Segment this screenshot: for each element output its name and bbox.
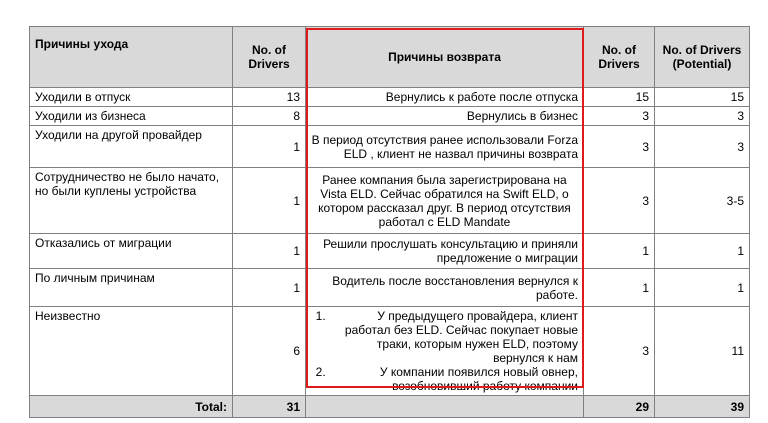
drivers-potential-cell: 15 <box>655 88 750 107</box>
return-reason-cell: Вернулись к работе после отпуска <box>306 88 584 107</box>
drivers-cell: 8 <box>233 107 306 126</box>
drivers-return-cell: 3 <box>584 107 655 126</box>
drivers-return-cell: 1 <box>584 269 655 307</box>
list-item: 2. У компании появился новый овнер, возобновивший работу компании <box>329 365 578 393</box>
header-drivers-potential: No. of Drivers (Potential) <box>655 27 750 88</box>
drivers-return-cell: 3 <box>584 168 655 234</box>
table-row <box>30 126 750 168</box>
total-drivers-return: 29 <box>584 396 655 418</box>
drivers-cell: 1 <box>233 269 306 307</box>
list-item: 1. У предыдущего провайдера, клиент работал без ELD. Сейчас покупает новые траки, которым нужен ELD, поэтому вернулся к нам <box>329 309 578 365</box>
header-leave-reason: Причины ухода <box>30 27 233 88</box>
total-drivers-potential: 39 <box>655 396 750 418</box>
drivers-cell: 1 <box>233 234 306 269</box>
drivers-return-cell: 3 <box>584 307 655 396</box>
return-reason-cell: Ранее компания была зарегистрирована на Vista ELD. Сейчас обратился на Swift ELD, о котором рассказал друг. В период отсутствия работал с ELD Mandate <box>306 168 584 234</box>
drivers-cell: 13 <box>233 88 306 107</box>
table-row <box>30 88 750 107</box>
total-label: Total: <box>30 396 233 418</box>
drivers-potential-cell: 1 <box>655 269 750 307</box>
header-drivers: No. of Drivers <box>233 27 306 88</box>
leave-reason-cell: Уходили из бизнеса <box>30 107 233 126</box>
totals-row <box>30 396 750 418</box>
drivers-potential-cell: 3 <box>655 107 750 126</box>
return-reason-list <box>311 309 578 393</box>
drivers-cell: 1 <box>233 168 306 234</box>
leave-reason-cell: Сотрудничество не было начато, но были куплены устройства <box>30 168 233 234</box>
leave-reason-cell: По личным причинам <box>30 269 233 307</box>
drivers-potential-cell: 3 <box>655 126 750 168</box>
return-reason-cell: Решили прослушать консультацию и приняли предложение о миграции <box>306 234 584 269</box>
drivers-potential-cell: 11 <box>655 307 750 396</box>
drivers-cell: 1 <box>233 126 306 168</box>
drivers-return-cell: 1 <box>584 234 655 269</box>
drivers-table <box>29 26 750 418</box>
leave-reason-cell: Уходили в отпуск <box>30 88 233 107</box>
return-reason-cell: Вернулись в бизнес <box>306 107 584 126</box>
header-return-reason: Причины возврата <box>306 27 584 88</box>
table-row <box>30 307 750 396</box>
leave-reason-cell: Отказались от миграции <box>30 234 233 269</box>
drivers-potential-cell: 3-5 <box>655 168 750 234</box>
leave-reason-cell: Уходили на другой провайдер <box>30 126 233 168</box>
return-reason-cell: В период отсутствия ранее использовали Forza ELD , клиент не назвал причины возврата <box>306 126 584 168</box>
drivers-return-cell: 15 <box>584 88 655 107</box>
header-drivers-return: No. of Drivers <box>584 27 655 88</box>
return-reason-cell <box>306 307 584 396</box>
total-return-reason-empty <box>306 396 584 418</box>
drivers-return-cell: 3 <box>584 126 655 168</box>
table-row <box>30 269 750 307</box>
table-row <box>30 107 750 126</box>
table-row <box>30 234 750 269</box>
table-row <box>30 168 750 234</box>
header-row <box>30 27 750 88</box>
drivers-potential-cell: 1 <box>655 234 750 269</box>
total-drivers: 31 <box>233 396 306 418</box>
leave-reason-cell: Неизвестно <box>30 307 233 396</box>
return-reason-cell: Водитель после восстановления вернулся к работе. <box>306 269 584 307</box>
drivers-cell: 6 <box>233 307 306 396</box>
